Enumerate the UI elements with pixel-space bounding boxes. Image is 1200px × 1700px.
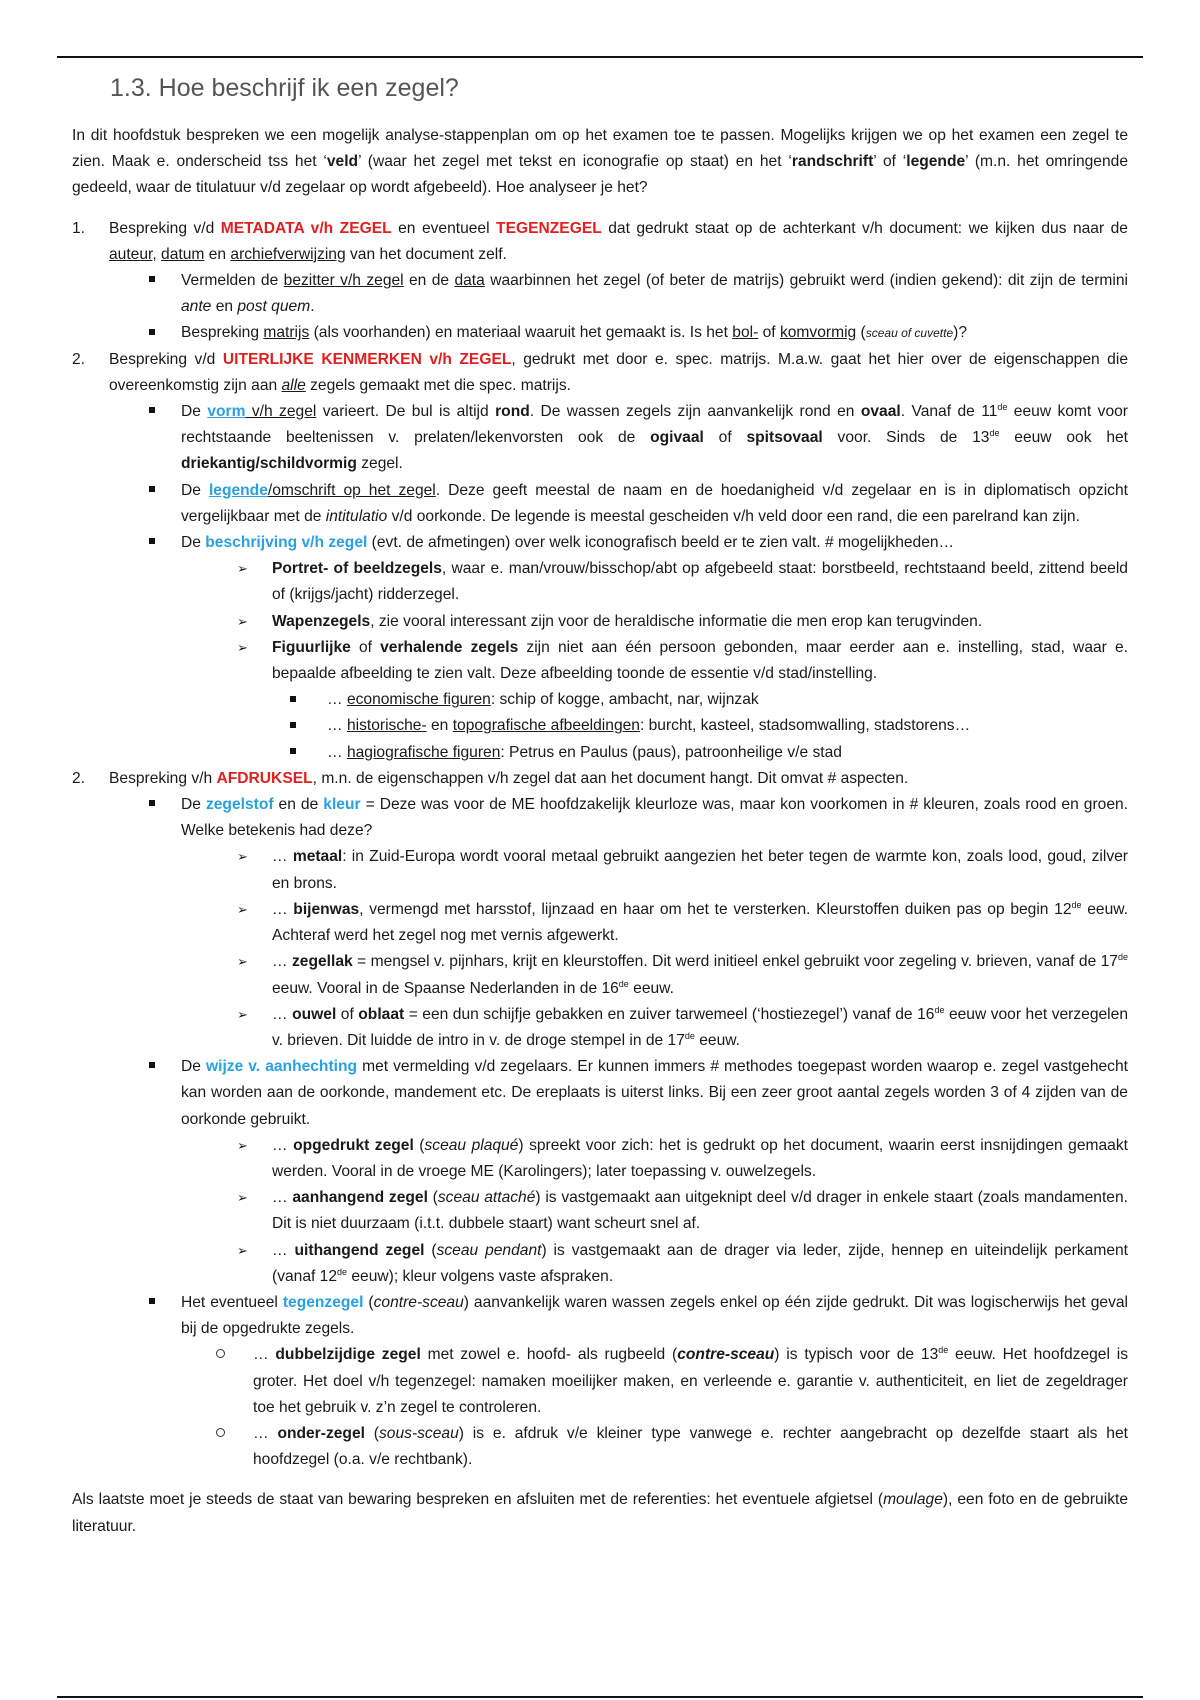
square-bullet-icon [149,407,155,413]
list-item: ➢ Wapenzegels, zie vooral interessant zijn voor de heraldische informatie die men erop kan terugvinden. [72,609,1128,635]
list-item: De wijze v. aanhechting met vermelding v/d zegelaars. Er kunnen immers # methodes toegepast worden waarop e. zegel vastgehecht kan worden aan de oorkonde, mandement etc. De ereplaats is uiterst links. Bij een zeer groot aantal zegels worden 3 of 4 zijden van de oorkonde gebruikt. [72,1054,1128,1133]
page-title: 1.3. Hoe beschrijf ik een zegel? [110,74,459,102]
arrow-bullet-icon: ➢ [237,639,248,655]
section-number: 2. [72,769,86,787]
list-item: … economische figuren: schip of kogge, ambacht, nar, wijnzak [72,687,1128,713]
list-item: ➢ Figuurlijke of verhalende zegels zijn niet aan één persoon gebonden, maar eerder aan e. instelling, stad, waar e. bepaalde afbeelding te zien valt. Deze afbeelding toonde de essentie v/d stad/instelling. [72,635,1128,687]
arrow-bullet-icon: ➢ [237,561,248,577]
list-item: ➢ … zegellak = mengsel v. pijnhars, krijt en kleurstoffen. Dit werd initieel enkel gebruikt voor zegeling v. brieven, vanaf de 17de eeuw. Vooral in de Spaanse Nederlanden in de 16de eeuw. [72,949,1128,1001]
arrow-bullet-icon: ➢ [237,901,248,917]
document-body [72,123,1128,1540]
section-3-afdruksel: 2. Bespreking v/h AFDRUKSEL, m.n. de eigenschappen v/h zegel dat aan het document hangt. Dit omvat # aspecten. [72,766,1128,792]
intro-paragraph: In dit hoofdstuk bespreken we een mogelijk analyse-stappenplan om op het examen toe te passen. Mogelijks krijgen we op het examen een zegel te zien. Maak e. onderscheid tss het ‘veld’ (waar het zegel met tekst en iconografie op staat) en het ‘randschrift’ of ‘legende’ (m.n. het omringende gedeeld, waar de titulatuur v/d zegelaar op wordt afgebeeld). Hoe analyseer je het? [72,127,1128,197]
list-item: ➢ … opgedrukt zegel (sceau plaqué) spreekt voor zich: het is gedrukt op het document, waarin eerst insnijdingen gemaakt werden. Vooral in de vroege ME (Karolingers); later toepassing v. ouwelzegels. [72,1133,1128,1185]
list-item: … onder-zegel (sous-sceau) is e. afdruk v/e kleiner type vanwege e. rechter aangebracht op dezelfde staart als het hoofdzegel (o.a. v/e rechtbank). [72,1421,1128,1473]
list-item: … hagiografische figuren: Petrus en Paulus (paus), patroonheilige v/e stad [72,740,1128,766]
arrow-bullet-icon: ➢ [237,613,248,629]
square-bullet-icon [149,800,155,806]
arrow-bullet-icon: ➢ [237,1137,248,1153]
square-bullet-icon [290,748,296,754]
top-rule [57,56,1143,58]
section-number: 1. [72,219,86,237]
bottom-rule [57,1696,1143,1698]
section-number: 2. [72,350,86,368]
square-bullet-icon [290,722,296,728]
list-item: De legende/omschrift op het zegel. Deze geeft meestal de naam en de hoedanigheid v/d zegelaar en is in diplomatisch opzicht vergelijkbaar met de intitulatio v/d oorkonde. De legende is meestal gescheiden v/h veld door een rand, die een parelrand kan zijn. [72,478,1128,530]
list-item: … historische- en topografische afbeeldingen: burcht, kasteel, stadsomwalling, stadstorens… [72,713,1128,739]
square-bullet-icon [149,1062,155,1068]
list-item: ➢ … aanhangend zegel (sceau attaché) is vastgemaakt aan uitgeknipt deel v/d drager in enkele staart (zoals mandamenten. Dit is niet duurzaam (i.t.t. dubbele staart) want scheurt snel af. [72,1185,1128,1237]
circle-bullet-icon [216,1349,225,1358]
list-item: ➢ … ouwel of oblaat = een dun schijfje gebakken en zuiver tarwemeel (‘hostiezegel’) vanaf de 16de eeuw voor het verzegelen v. brieven. Dit luidde de intro in v. de droge stempel in de 17de eeuw. [72,1002,1128,1054]
arrow-bullet-icon: ➢ [237,1190,248,1206]
closing-paragraph: Als laatste moet je steeds de staat van bewaring bespreken en afsluiten met de referenties: het eventuele afgietsel (moulage), een foto en de gebruikte literatuur. [72,1491,1128,1535]
square-bullet-icon [149,538,155,544]
list-item: ➢ … uithangend zegel (sceau pendant) is vastgemaakt aan de drager via leder, zijde, hennep en uiteindelijk perkament (vanaf 12de eeuw); kleur volgens vaste afspraken. [72,1238,1128,1290]
list-item: ➢ … metaal: in Zuid-Europa wordt vooral metaal gebruikt aangezien het beter tegen de warmte kon, zoals lood, goud, zilver en brons. [72,844,1128,896]
circle-bullet-icon [216,1428,225,1437]
list-item: Vermelden de bezitter v/h zegel en de data waarbinnen het zegel (of beter de matrijs) gebruikt werd (indien gekend): dit zijn de termini ante en post quem. [72,268,1128,320]
list-item: ➢ … bijenwas, vermengd met harsstof, lijnzaad en haar om het te versterken. Kleurstoffen duiken pas op begin 12de eeuw. Achteraf werd het zegel nog met vernis afgewerkt. [72,897,1128,949]
square-bullet-icon [149,276,155,282]
list-item: De beschrijving v/h zegel (evt. de afmetingen) over welk iconografisch beeld er te zien valt. # mogelijkheden… [72,530,1128,556]
arrow-bullet-icon: ➢ [237,1006,248,1022]
square-bullet-icon [149,486,155,492]
list-item: ➢ Portret- of beeldzegels, waar e. man/vrouw/bisschop/abt op afgebeeld staat: borstbeeld, rechtstaand beeld, zittend beeld of (krijgs/jacht) ridderzegel. [72,556,1128,608]
arrow-bullet-icon: ➢ [237,1242,248,1258]
list-item: Bespreking matrijs (als voorhanden) en materiaal waaruit het gemaakt is. Is het bol- of komvormig (sceau of cuvette)? [72,320,1128,346]
section-1-metadata: 1. Bespreking v/d METADATA v/h ZEGEL en eventueel TEGENZEGEL dat gedrukt staat op de achterkant v/h document: we kijken dus naar de auteur, datum en archiefverwijzing van het document zelf. [72,216,1128,268]
list-item: De vorm v/h zegel varieert. De bul is altijd rond. De wassen zegels zijn aanvankelijk rond en ovaal. Vanaf de 11de eeuw komt voor rechtstaande beeltenissen v. prelaten/lekenvorsten ook de ogivaal of spitsovaal voor. Sinds de 13de eeuw ook het driekantig/schildvormig zegel. [72,399,1128,478]
square-bullet-icon [149,1298,155,1304]
section-2-kenmerken: 2. Bespreking v/d UITERLIJKE KENMERKEN v/h ZEGEL, gedrukt met door e. spec. matrijs. M.a.w. gaat het hier over de eigenschappen die overeenkomstig zijn aan alle zegels gemaakt met die spec. matrijs. [72,347,1128,399]
square-bullet-icon [290,696,296,702]
arrow-bullet-icon: ➢ [237,954,248,970]
list-item: Het eventueel tegenzegel (contre-sceau) aanvankelijk waren wassen zegels enkel op één zijde gedrukt. Dit was logischerwijs het geval bij de opgedrukte zegels. [72,1290,1128,1342]
list-item: De zegelstof en de kleur = Deze was voor de ME hoofdzakelijk kleurloze was, maar kon voorkomen in # kleuren, zoals rood en groen. Welke betekenis had deze? [72,792,1128,844]
square-bullet-icon [149,329,155,335]
list-item: … dubbelzijdige zegel met zowel e. hoofd- als rugbeeld (contre-sceau) is typisch voor de 13de eeuw. Het hoofdzegel is groter. Het doel v/h tegenzegel: namaken moeilijker maken, en verleende e. garantie v. authenticiteit, en liet de zegeldrager toe het gebruik v. z’n zegel te controleren. [72,1342,1128,1421]
arrow-bullet-icon: ➢ [237,849,248,865]
